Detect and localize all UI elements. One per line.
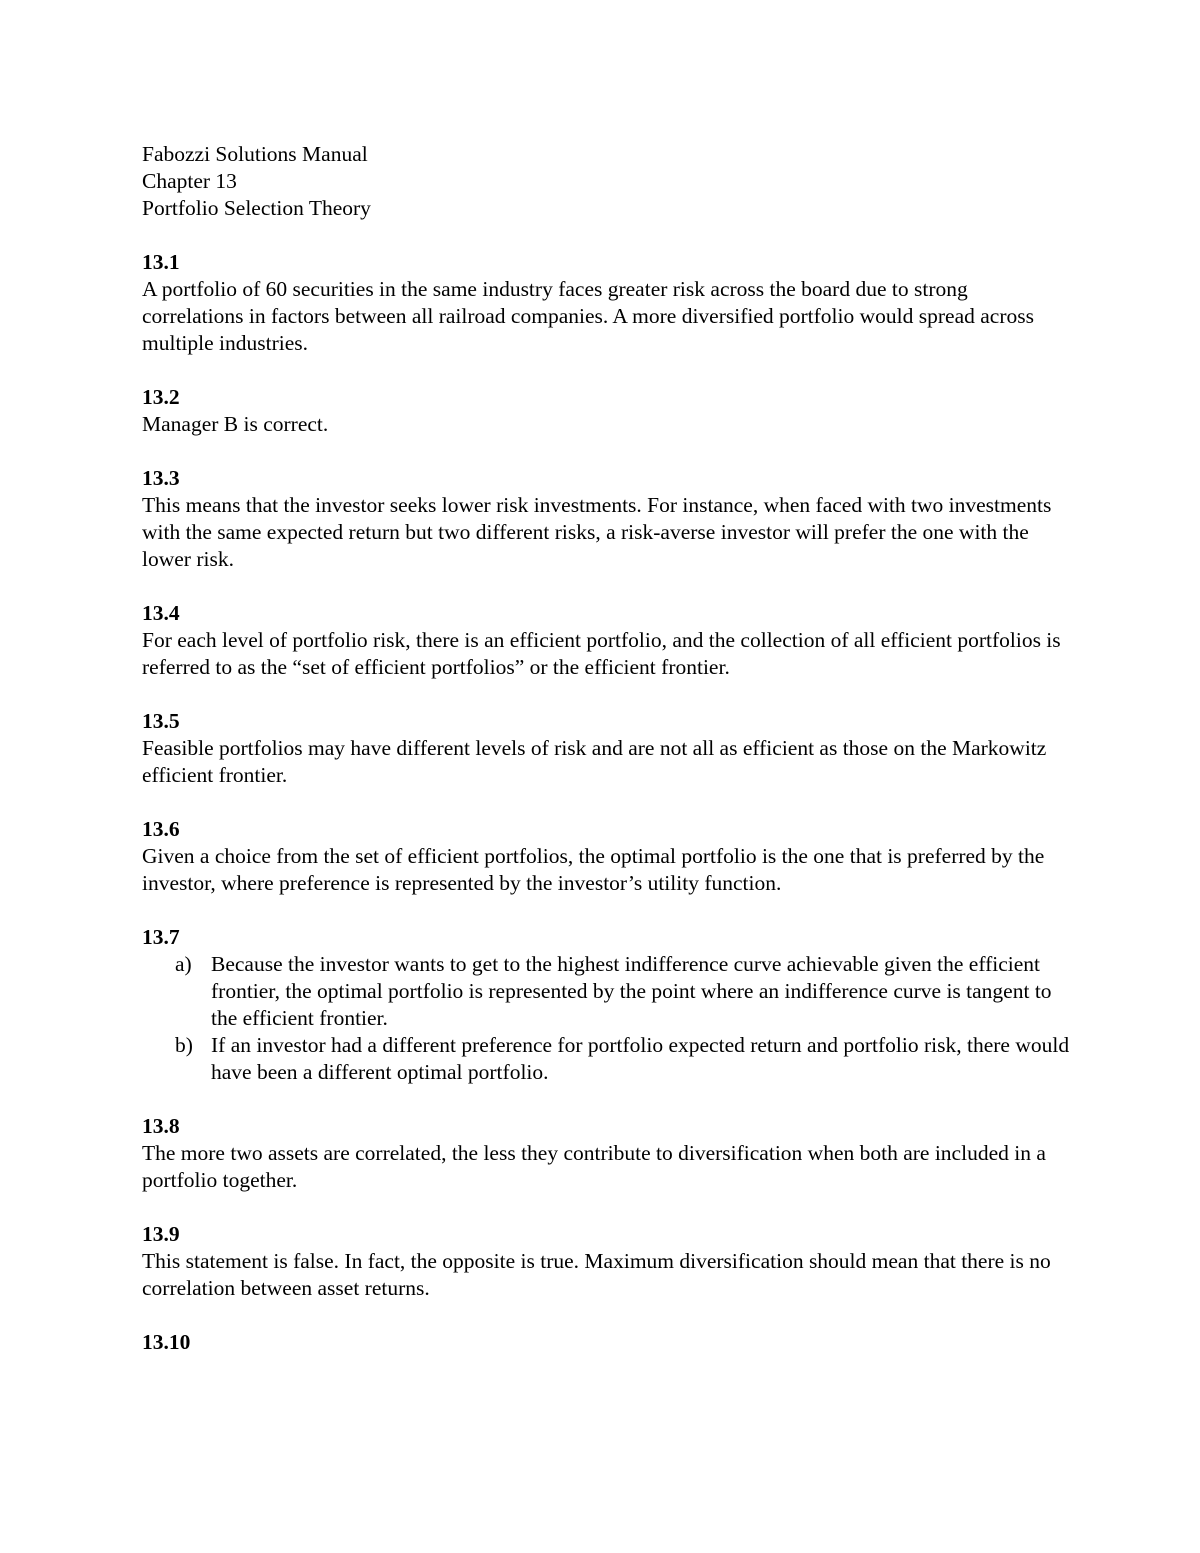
list-item bbox=[142, 1032, 1072, 1086]
answer-text: This statement is false. In fact, the opposite is true. Maximum diversification should mean that there is no correlation between asset returns. bbox=[142, 1249, 1051, 1300]
question-number: 13.5 bbox=[142, 709, 180, 733]
document-title: Fabozzi Solutions Manual bbox=[142, 142, 368, 166]
answer-text: For each level of portfolio risk, there is an efficient portfolio, and the collection of all efficient portfolios is referred to as the “set of efficient portfolios” or the efficient frontier. bbox=[142, 628, 1061, 679]
list-item bbox=[142, 951, 1072, 1032]
question-13-9 bbox=[142, 1221, 1072, 1302]
question-13-7 bbox=[142, 924, 1072, 1086]
question-number: 13.10 bbox=[142, 1330, 191, 1354]
answer-text: Given a choice from the set of efficient portfolios, the optimal portfolio is the one that is preferred by the investor, where preference is represented by the investor’s utility function. bbox=[142, 844, 1045, 895]
answer-text: Manager B is correct. bbox=[142, 412, 329, 436]
document-header bbox=[142, 141, 1072, 222]
question-13-6 bbox=[142, 816, 1072, 897]
answer-text: The more two assets are correlated, the less they contribute to diversification when both are included in a portfolio together. bbox=[142, 1141, 1046, 1192]
answer-text: A portfolio of 60 securities in the same industry faces greater risk across the board due to strong correlations in factors between all railroad companies. A more diversified portfolio would spread across multiple industries. bbox=[142, 277, 1034, 355]
question-13-4 bbox=[142, 600, 1072, 681]
question-number: 13.1 bbox=[142, 250, 180, 274]
question-13-8 bbox=[142, 1113, 1072, 1194]
question-13-2 bbox=[142, 384, 1072, 438]
question-number: 13.9 bbox=[142, 1222, 180, 1246]
question-number: 13.3 bbox=[142, 466, 180, 490]
question-number: 13.8 bbox=[142, 1114, 180, 1138]
list-item-text: Because the investor wants to get to the highest indifference curve achievable given the efficient frontier, the optimal portfolio is represented by the point where an indifference curve is tangent to the efficient frontier. bbox=[211, 952, 1052, 1030]
list-marker: b) bbox=[175, 1033, 193, 1057]
chapter-title: Portfolio Selection Theory bbox=[142, 196, 371, 220]
answer-list bbox=[142, 951, 1072, 1086]
answer-text: Feasible portfolios may have different levels of risk and are not all as efficient as those on the Markowitz efficient frontier. bbox=[142, 736, 1047, 787]
question-number: 13.2 bbox=[142, 385, 180, 409]
answer-text: This means that the investor seeks lower risk investments. For instance, when faced with two investments with the same expected return but two different risks, a risk-averse investor will prefer the one with the lower risk. bbox=[142, 493, 1052, 571]
question-13-1 bbox=[142, 249, 1072, 357]
document-page bbox=[142, 141, 1072, 1356]
list-marker: a) bbox=[175, 952, 192, 976]
question-number: 13.4 bbox=[142, 601, 180, 625]
question-13-3 bbox=[142, 465, 1072, 573]
chapter-label: Chapter 13 bbox=[142, 169, 237, 193]
question-13-5 bbox=[142, 708, 1072, 789]
question-number: 13.6 bbox=[142, 817, 180, 841]
question-13-10 bbox=[142, 1329, 1072, 1356]
question-number: 13.7 bbox=[142, 925, 180, 949]
list-item-text: If an investor had a different preference for portfolio expected return and portfolio risk, there would have been a different optimal portfolio. bbox=[211, 1033, 1070, 1084]
